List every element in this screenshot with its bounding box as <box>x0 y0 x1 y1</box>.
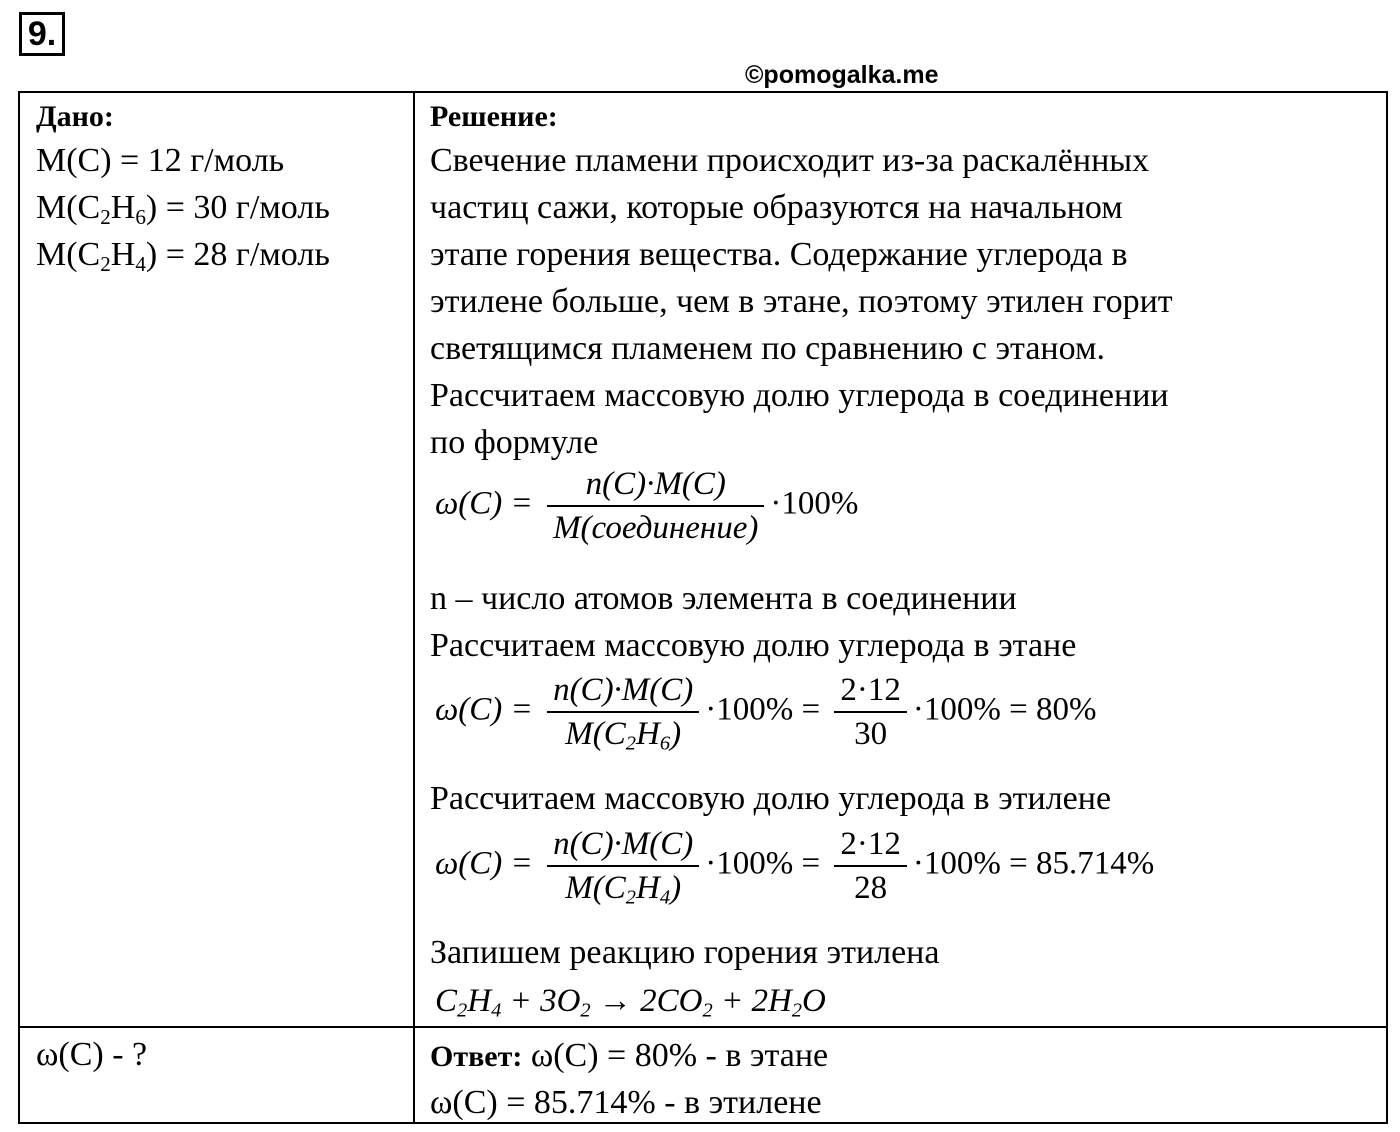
answer-label: Ответ: <box>430 1040 523 1073</box>
solution-text-line: этапе горения вещества. Содержание углерода в <box>430 236 1128 273</box>
solution-label: Решение: <box>430 100 558 133</box>
ethane-result: ·100% = 80% <box>912 691 1097 728</box>
row-divider <box>20 1026 1386 1028</box>
fraction-denominator: M(соединение) <box>553 510 759 546</box>
solution-text-line: частиц сажи, которые образуются на начальном <box>430 189 1123 226</box>
formula-general: ω(C) = $\frac{n(C)\cdot M(C)}{\text{M(соединение)}}$ ·100% <box>435 466 859 546</box>
find-section: ω(C) - ? <box>36 1036 148 1073</box>
reaction-equation: $C_2H_4 + 3O_2 \to 2CO_2 + 2H_2O$ <box>435 983 826 1022</box>
solution-text-line: Свечение пламени происходит из-за раскалённых <box>430 142 1150 179</box>
fraction-numerator: n(C)·M(C) <box>547 465 764 507</box>
ethylene-intro-block <box>430 775 1380 822</box>
solution-text-line: Рассчитаем массовую долю углерода в соединении <box>430 377 1169 414</box>
given-label: Дано: <box>36 100 114 133</box>
solution-text-line: светящимся пламенем по сравнению с этаном. <box>430 330 1105 367</box>
answer-ethane: ω(C) = 80% - в этане <box>522 1037 829 1074</box>
answer-section <box>430 1033 828 1126</box>
formula-ethylene: ω(C) = $\frac{n(C)\cdot M(C)}{M(C_2H_4)}$ ·100% = $\frac{2\cdot 12}{28}$ ·100% = 85.714% <box>435 826 1155 909</box>
solution-table <box>18 91 1388 1124</box>
ethylene-intro: Рассчитаем массовую долю углерода в этилене <box>430 780 1112 817</box>
given-molar-mass-ethylene: $M(C_2H_4) = 28$ г/моль <box>36 236 330 276</box>
given-molar-mass-carbon: M(C) = 12 г/моль <box>36 142 285 179</box>
column-divider <box>413 93 415 1122</box>
formula-ethane: ω(C) = $\frac{n(C)\cdot M(C)}{M(C_2H_6)}$ ·100% = $\frac{2\cdot 12}{30}$ ·100% = 80% <box>435 672 1097 755</box>
n-definition-block <box>430 575 1380 669</box>
reaction-intro-block <box>430 929 1380 976</box>
given-section <box>36 99 330 278</box>
given-molar-mass-ethane: $M(C_2H_6) = 30$ г/моль <box>36 189 330 229</box>
solution-text-line: этилене больше, чем в этане, поэтому этилен горит <box>430 283 1173 320</box>
ethylene-result: ·100% = 85.714% <box>912 845 1155 882</box>
solution-text-line: по формуле <box>430 424 599 461</box>
answer-ethylene: ω(C) = 85.714% - в этилене <box>430 1084 822 1121</box>
n-definition: n – число атомов элемента в соединении <box>430 580 1017 617</box>
watermark: ©pomogalka.me <box>745 61 939 89</box>
solution-section <box>430 99 1380 466</box>
ethane-intro: Рассчитаем массовую долю углерода в этане <box>430 627 1077 664</box>
problem-number: 9. <box>19 12 65 56</box>
reaction-intro: Запишем реакцию горения этилена <box>430 934 940 971</box>
